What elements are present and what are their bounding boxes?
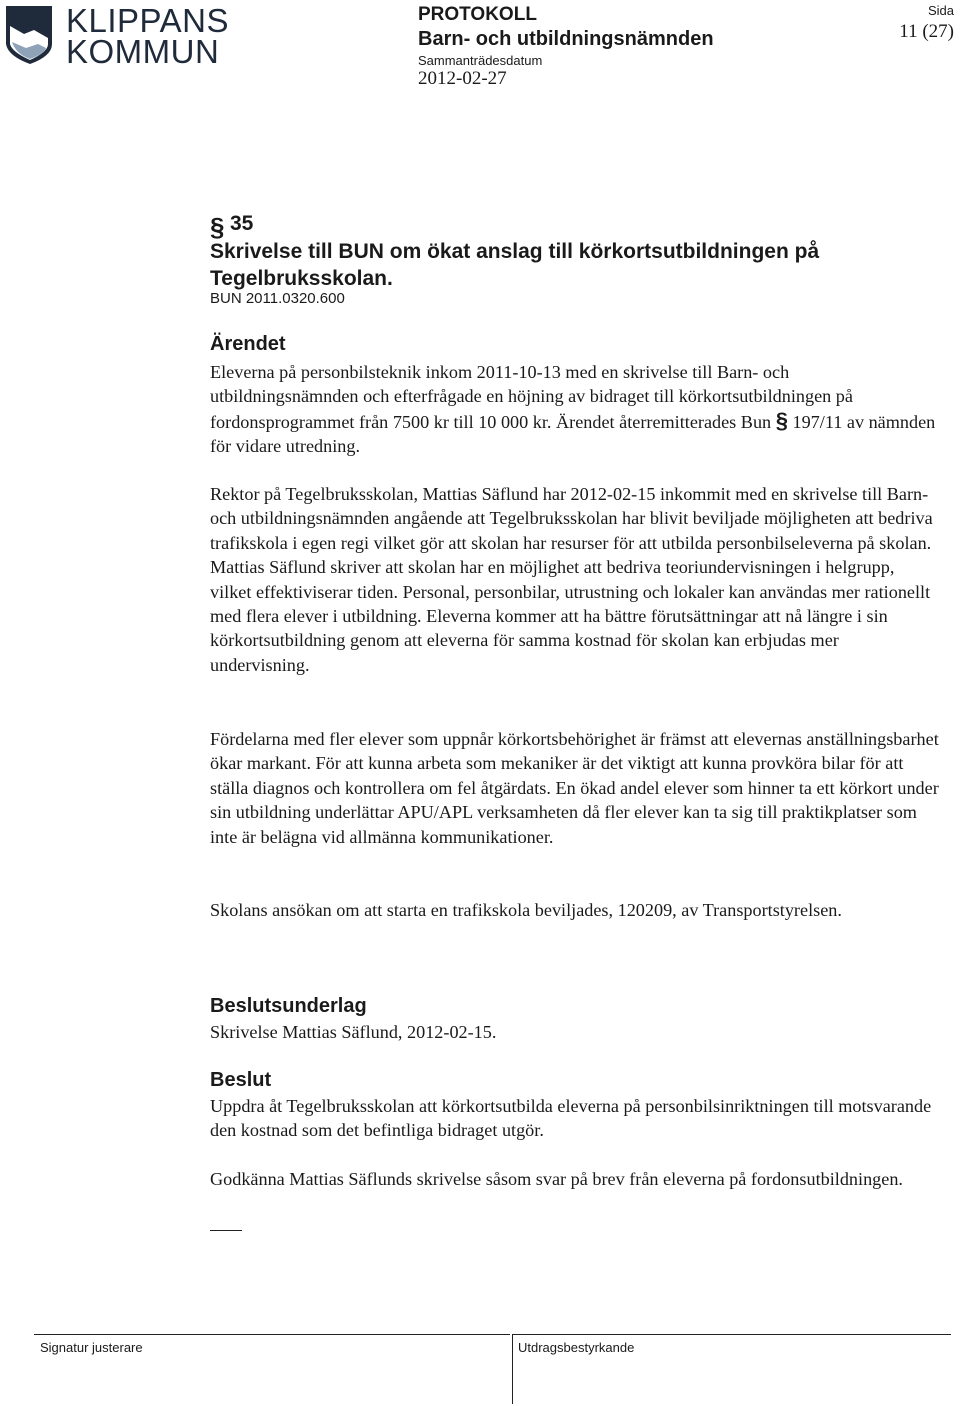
heading-beslutsunderlag: Beslutsunderlag: [210, 995, 367, 1017]
arendet-paragraph-1-text: Eleverna på personbilsteknik inkom 2011-10-13 med en skrivelse till Barn- och utbildningsnämnden och efterfrågade en höjning av bidraget till körkortsutbildningen på fordonsprogrammet från 7500 kr till 10 000 kr. Ärendet återremitterades Bun: [210, 362, 853, 432]
meeting-date: 2012-02-27: [418, 68, 507, 89]
arendet-paragraph-1: [210, 360, 940, 459]
meeting-date-label: Sammanträdesdatum: [418, 53, 543, 68]
page-label: Sida: [927, 3, 954, 18]
case-reference: BUN 2011.0320.600: [210, 290, 345, 307]
heading-arendet: Ärendet: [210, 333, 286, 355]
arendet-paragraph-2: Rektor på Tegelbruksskolan, Mattias Säflund har 2012-02-15 inkommit med en skrivelse till Barn- och utbildningsnämnden angående att Tegelbruksskolan har blivit beviljade möjligheten att bedriva trafikskola i egen regi vilket gör att skolan har resurser för att utbilda personbilseleverna på skolan. Mattias Säflund skriver att skolan har en möjlighet att bedriva teoriundervisningen i helgrupp, vilket effektiviserar tiden. Personal, personbilar, utrustning och lokaler kan användas mer rationellt med flera elever i utbildning. Eleverna kommer att ha bättre förutsättningar att nå längre i sin körkortsutbildning genom att eleverna för samma kostnad för skolan kan erbjudas mer undervisning.: [210, 484, 933, 675]
arendet-paragraph-1-tail: 197/11 av nämnden för vidare utredning.: [210, 411, 936, 457]
heading-beslut: Beslut: [210, 1069, 272, 1091]
footer-rule-left: [34, 1334, 510, 1335]
municipality-logo: [4, 2, 229, 70]
section-number: 35: [230, 212, 254, 235]
section-title-line-2: Tegelbruksskolan.: [210, 267, 393, 290]
paragraph-sign: §: [210, 212, 225, 242]
logo-word-1: KLIPPANS: [66, 2, 229, 39]
beslut-paragraph-1: Uppdra åt Tegelbruksskolan att körkortsutbilda eleverna på personbilsinriktningen till motsvarande den kostnad som det befintliga bidraget utgör.: [210, 1096, 932, 1141]
logo-shield-icon: [4, 4, 58, 66]
board-name: Barn- och utbildningsnämnden: [418, 28, 714, 50]
signature-label: Signatur justerare: [40, 1340, 143, 1355]
page-number: 11 (27): [899, 21, 954, 42]
end-rule: [210, 1230, 242, 1231]
document-type: PROTOKOLL: [418, 4, 537, 25]
beslutsunderlag-text: Skrivelse Mattias Säflund, 2012-02-15.: [210, 1022, 497, 1042]
inline-paragraph-sign: §: [775, 407, 788, 433]
section-title-line-1: Skrivelse till BUN om ökat anslag till körkortsutbildningen på: [210, 240, 820, 263]
footer-rule-right: [513, 1334, 951, 1335]
beslut-paragraph-2: Godkänna Mattias Säflunds skrivelse såsom svar på brev från eleverna på fordonsutbildningen.: [210, 1169, 903, 1189]
logo-word-2: KOMMUN: [66, 33, 220, 70]
section-title: [210, 238, 930, 292]
extract-certification-label: Utdragsbestyrkande: [518, 1340, 635, 1355]
arendet-paragraph-4: Skolans ansökan om att starta en trafikskola beviljades, 120209, av Transportstyrelsen.: [210, 900, 842, 920]
arendet-paragraph-3: Fördelarna med fler elever som uppnår körkortsbehörighet är främst att elevernas anställningsbarhet ökar markant. För att kunna arbeta som mekaniker är det viktigt att kunna provköra bilar för att ställa diagnos och kontrollera om fel åtgärdats. En ökad andel elever som hinner ta ett körkort under sin utbildning underlättar APU/APL verksamheten då fler elever kan ta sig till praktikplatser som inte är belägna vid allmänna kommunikationer.: [210, 729, 939, 847]
footer-divider: [512, 1334, 513, 1404]
